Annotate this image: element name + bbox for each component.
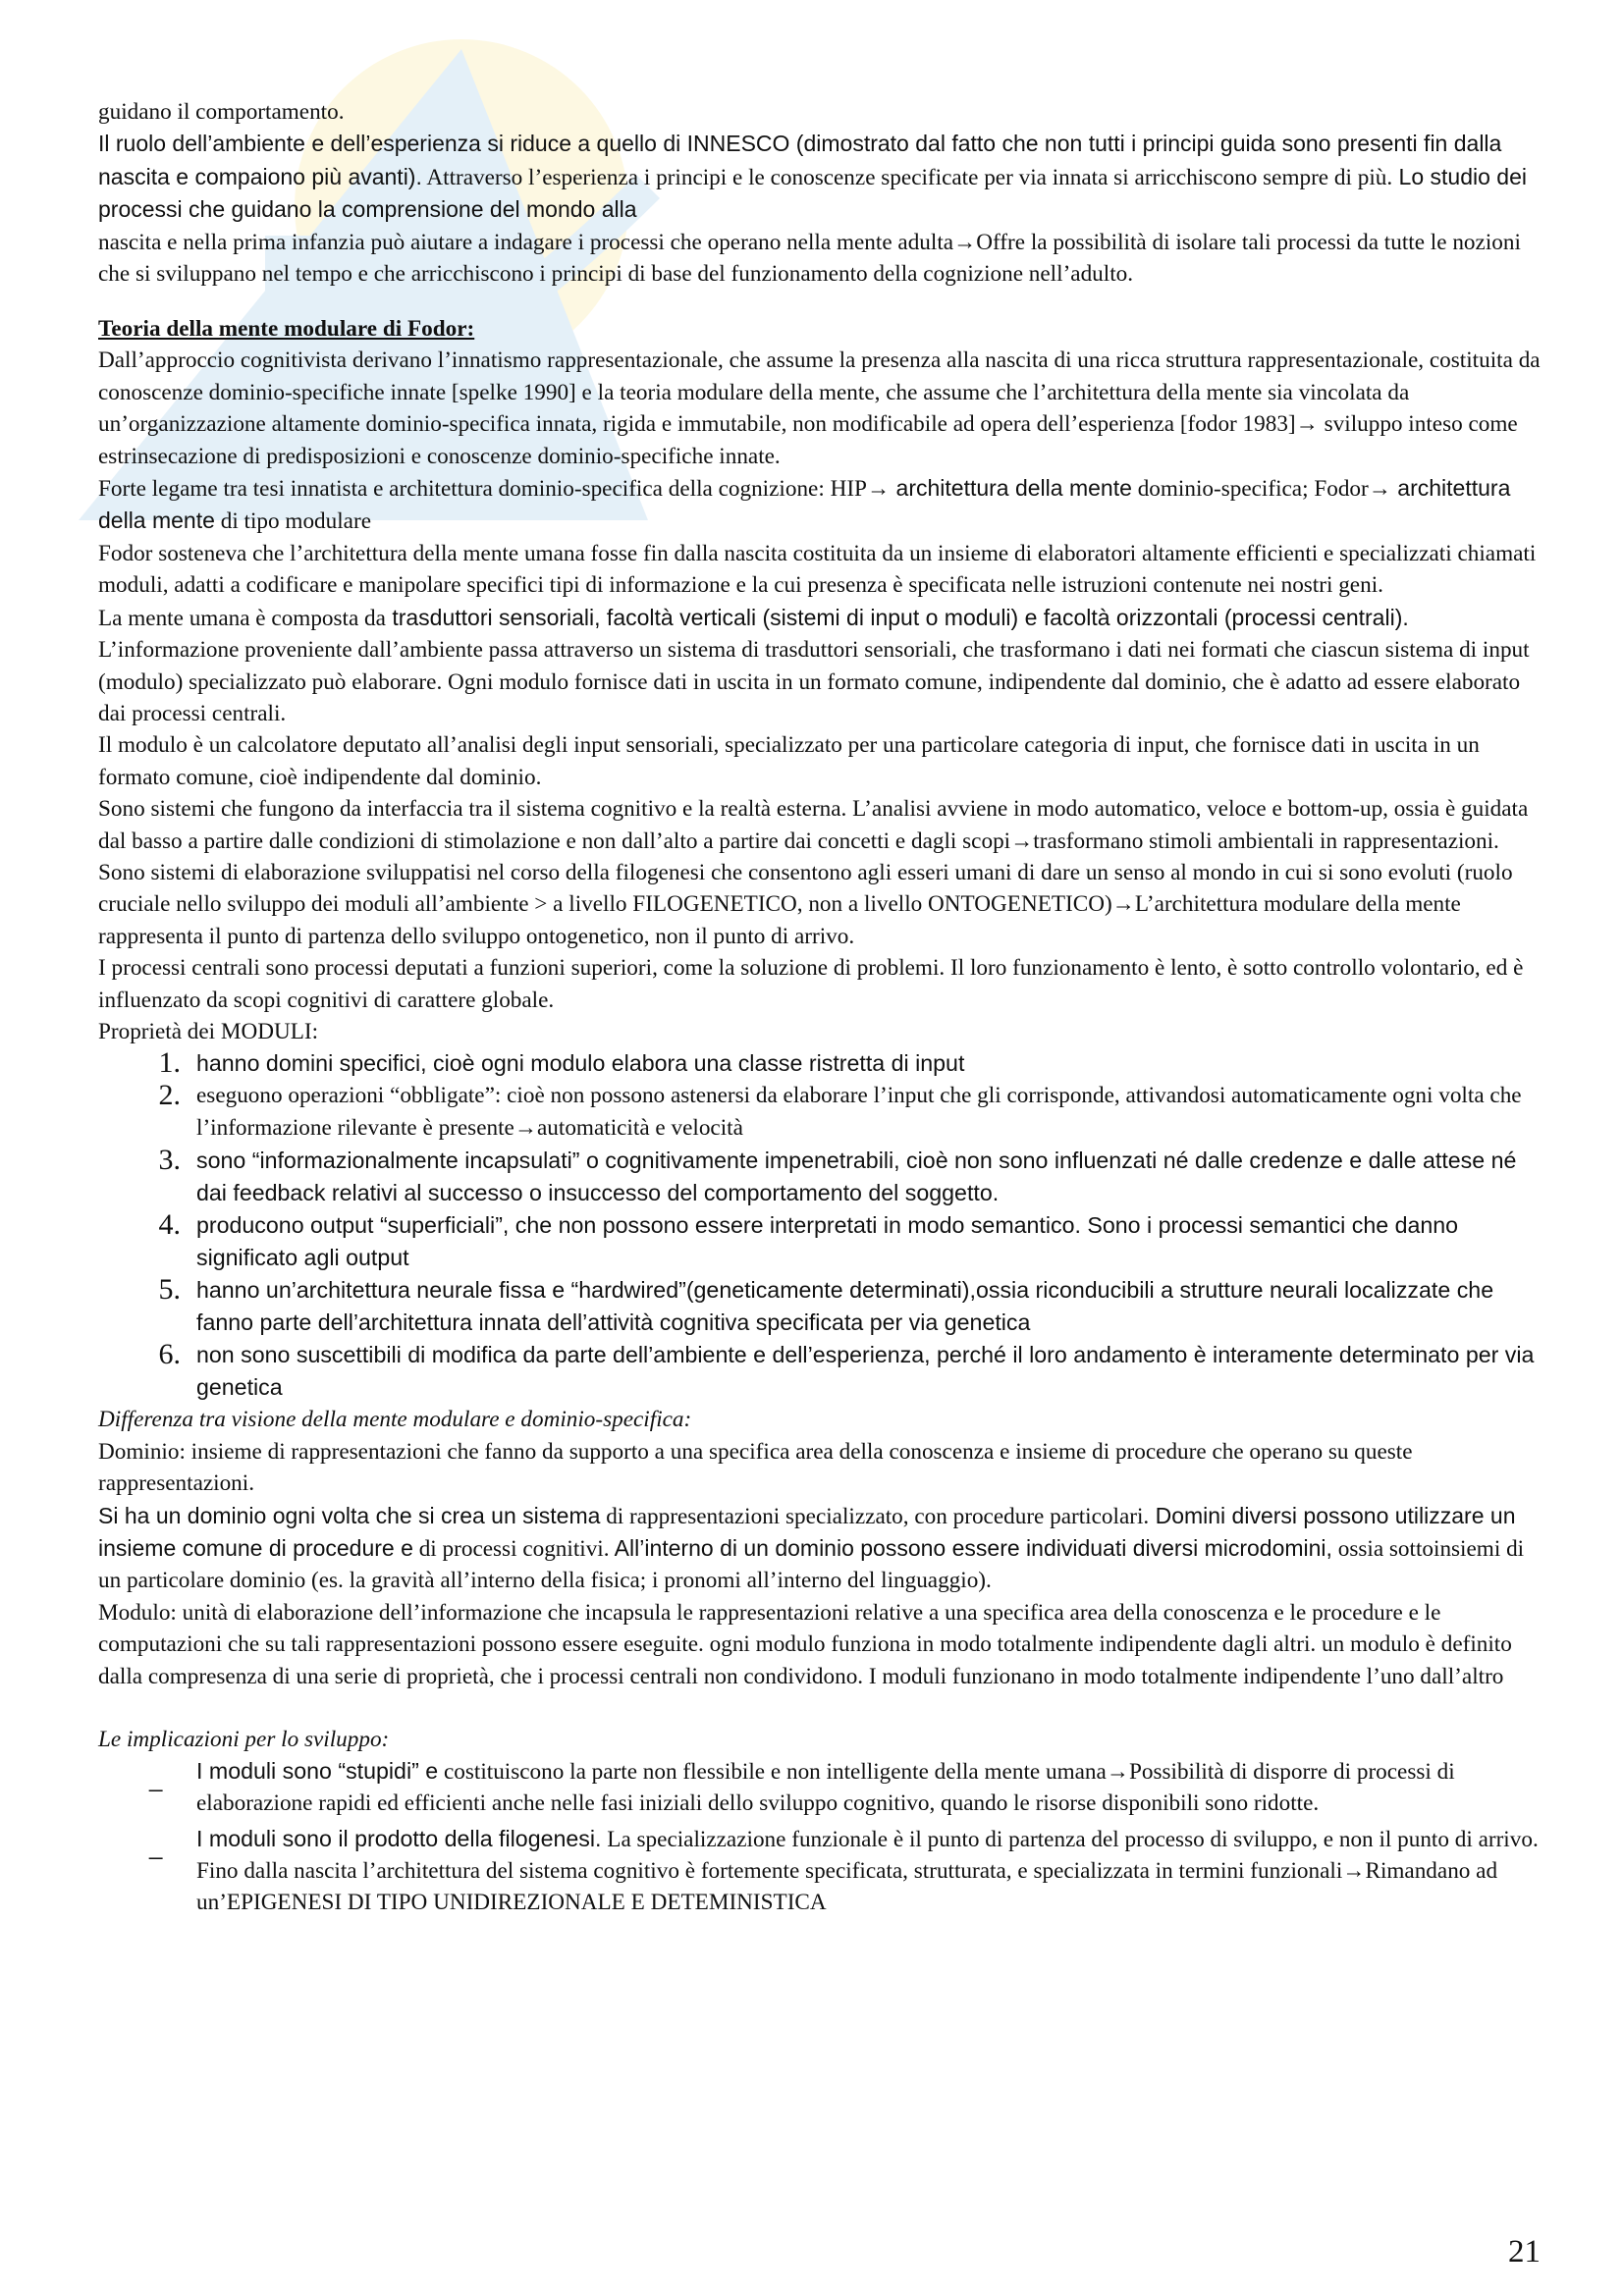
list-text: hanno domini specifici, cioè ogni modulo elabora una classe ristretta di input xyxy=(196,1050,965,1077)
list-text: non sono suscettibili di modifica da parte dell’ambiente e dell’esperienza, perché il loro andamento è interamente determinato per via genetica xyxy=(196,1342,1535,1401)
difference-paragraph-1: Dominio: insieme di rappresentazioni che fanno da supporto a una specifica area della conoscenza e insieme di procedure che operano su queste rappresentazioni. xyxy=(98,1438,1413,1497)
fodor-p2-d: architettura della mente xyxy=(98,475,1511,534)
list-number: 4. xyxy=(158,1208,181,1242)
difference-p2-f: ossia sottoinsiemi di un particolare dominio (es. la gravità all’interno della fisica; i pronomi all’interno del linguaggio). xyxy=(98,1536,1525,1594)
list-item xyxy=(98,1755,1542,1819)
implication-sans-text: I moduli sono il prodotto della filogenesi. xyxy=(196,1826,602,1852)
fodor-paragraph-2 xyxy=(98,472,1542,538)
properties-list xyxy=(98,1047,1542,1404)
difference-paragraph-2 xyxy=(98,1500,1542,1597)
section-heading-fodor: Teoria della mente modulare di Fodor: xyxy=(98,316,475,343)
intro-paragraph xyxy=(98,128,1542,290)
list-text xyxy=(196,1755,1542,1819)
fodor-paragraph-6: Sono sistemi che fungono da interfaccia tra il sistema cognitivo e la realtà esterna. L’analisi avviene in modo automatico, veloce e bottom-up, ossia è guidata dal basso a partire dalle condizioni di stimolazione e non dall’alto a partire dai concetti e dagli scopi→trasformano stimoli ambientali in rappresentazioni. Sono sistemi di elaborazione sviluppatisi nel corso della filogenesi che consentono agli esseri umani di dare un senso al mondo in cui si sono evoluti (ruolo cruciale nello sviluppo dei moduli all’ambiente > a livello FILOGENETICO, non a livello ONTOGENETICO)→L’architettura modulare della mente rappresenta il punto di partenza dello sviluppo ontogenetico, non il punto di arrivo. xyxy=(98,796,1529,949)
difference-p2-d: di processi cognitivi. xyxy=(412,1536,610,1562)
fodor-p2-e: di tipo modulare xyxy=(214,508,371,535)
difference-p2-a: Si ha un dominio ogni volta che si crea un sistema xyxy=(98,1502,601,1528)
list-item xyxy=(98,1274,1542,1339)
intro-serif-text-2: nascita e nella prima infanzia può aiutare a indagare i processi che operano nella mente adulta→Offre la possibilità di isolare tali processi da tutte le nozioni che si sviluppano nel tempo e che arricchiscono i principi di base del funzionamento della cognizione nell’adulto. xyxy=(98,229,1521,288)
list-item xyxy=(98,1209,1542,1274)
page-content xyxy=(98,96,1542,1922)
list-number: 5. xyxy=(158,1273,181,1307)
implications-title: Le implicazioni per lo sviluppo: xyxy=(98,1727,390,1753)
implication-sans-text: I moduli sono “stupidi” e xyxy=(196,1758,439,1785)
fodor-p2-a: Forte legame tra tesi innatista e architettura dominio-specifica della cognizione: HIP→ xyxy=(98,476,891,503)
fodor-paragraph-3: Fodor sosteneva che l’architettura della mente umana fosse fin dalla nascita costituita da un insieme di elaboratori altamente efficienti e specializzati chiamati moduli, adatti a codificare e manipolare specifici tipi di informazione e la cui presenza è specificata nelle istruzioni contenute nei nostri geni. xyxy=(98,540,1537,599)
list-text: producono output “superficiali”, che non possono essere interpretati in modo semantico. Sono i processi semantici che danno significato agli output xyxy=(196,1212,1459,1271)
difference-p2-c: Domini diversi possono utilizzare un insieme comune di procedure e xyxy=(98,1502,1516,1561)
fodor-p4-c: L’informazione proveniente dall’ambiente passa attraverso un sistema di trasduttori sensoriali, che trasformano i dati nei formati che ciascun sistema di input (modulo) specializzato può elaborare. Ogni modulo fornisce dati in uscita in un formato comune, indipendente dal dominio, che è adatto ad essere elaborato dai processi centrali. xyxy=(98,637,1530,726)
list-text: eseguono operazioni “obbligate”: cioè non possono astenersi da elaborare l’input che gli corrisponde, attivandosi automaticamente ogni volta che l’informazione rilevante è presente→automaticità e velocità xyxy=(196,1083,1522,1142)
difference-paragraph-3: Modulo: unità di elaborazione dell’informazione che incapsula le rappresentazioni relative a una specifica area della conoscenza e le procedure e le computazioni che su tali rappresentazioni possono essere eseguite. ogni modulo funziona in modo totalmente indipendente dagli altri. un modulo è definito dalla compresenza di una serie di proprietà, che i processi centrali non condividono. I moduli funzionano in modo totalmente indipendente l’uno dall’altro xyxy=(98,1599,1512,1689)
list-number: 3. xyxy=(158,1144,181,1177)
list-number: 6. xyxy=(158,1338,181,1371)
difference-p2-e: All’interno di un dominio possono essere individuati diversi microdomini, xyxy=(609,1535,1332,1561)
list-number: 1. xyxy=(158,1046,181,1080)
intro-sans-text: Il ruolo dell’ambiente e dell’esperienza si riduce a quello di INNESCO (dimostrato dal fatto che non tutti i principi guida sono presenti fin dalla nascita e compaiono più avanti). xyxy=(98,131,1502,189)
fodor-p4-b: trasduttori sensoriali, facoltà verticali (sistemi di input o moduli) e facoltà orizzontali (processi centrali). xyxy=(385,604,1409,630)
dash-bullet: _ xyxy=(149,1834,163,1861)
properties-title: Proprietà dei MODULI: xyxy=(98,1018,319,1044)
list-item xyxy=(98,1145,1542,1209)
difference-title: Differenza tra visione della mente modulare e dominio-specifica: xyxy=(98,1407,692,1433)
page-number: 21 xyxy=(1508,2234,1541,2269)
fodor-paragraph-4 xyxy=(98,602,1542,730)
fodor-p4-a: La mente umana è composta da xyxy=(98,605,386,631)
list-text: sono “informazionalmente incapsulati” o cognitivamente impenetrabili, cioè non sono influenzati né dalle credenze e dalle attese né dai feedback relativi al successo o insuccesso del comportamento del soggetto. xyxy=(196,1148,1517,1206)
implication-serif-text: La specializzazione funzionale è il punto di partenza del processo di sviluppo, e non il punto di arrivo. Fino dalla nascita l’architettura del sistema cognitivo è fortemente specificata, strutturata, e specializzata in termini funzionali→Rimandano ad un’EPIGENESI DI TIPO UNIDIREZIONALE E DETEMINISTICA xyxy=(196,1827,1539,1916)
fodor-p2-b: architettura della mente xyxy=(890,475,1132,502)
difference-p2-b: di rappresentazioni specializzato, con procedure particolari. xyxy=(600,1503,1150,1529)
list-item xyxy=(98,1080,1542,1145)
list-number: 2. xyxy=(158,1079,181,1112)
dash-bullet: _ xyxy=(149,1766,163,1793)
intro-sans-text-2: Lo studio dei processi che guidano la comprensione del mondo alla xyxy=(98,163,1527,223)
list-text xyxy=(196,1823,1542,1918)
fodor-paragraph-7: I processi centrali sono processi deputati a funzioni superiori, come la soluzione di problemi. Il loro funzionamento è lento, è sotto controllo volontario, ed è influenzato da scopi cognitivi di carattere globale. xyxy=(98,955,1524,1013)
list-item xyxy=(98,1823,1542,1918)
list-item xyxy=(98,1047,1542,1080)
list-text: hanno un’architettura neurale fissa e “hardwired”(geneticamente determinati),ossia riconducibili a strutture neurali localizzate che fanno parte dell’architettura innata dell’attività cognitiva specificata per via genetica xyxy=(196,1277,1494,1336)
fodor-p2-c: dominio-specifica; Fodor→ xyxy=(1131,476,1391,503)
list-item xyxy=(98,1339,1542,1404)
implication-serif-text: costituiscono la parte non flessibile e non intelligente della mente umana→Possibilità di disporre di processi di elaborazione rapidi ed efficienti anche nelle fasi iniziali dello sviluppo cognitivo, quando le risorse disponibili sono ridotte. xyxy=(196,1759,1455,1817)
fodor-paragraph-5: Il modulo è un calcolatore deputato all’analisi degli input sensoriali, specializzato per una particolare categoria di input, che fornisce dati in uscita in un formato comune, cioè indipendente dal dominio. xyxy=(98,732,1480,790)
implications-list xyxy=(98,1755,1542,1918)
intro-line: guidano il comportamento. xyxy=(98,99,345,125)
intro-serif-text: Attraverso l’esperienza i principi e le conoscenze specificate per via innata si arricchiscono sempre di più. xyxy=(421,164,1393,190)
fodor-paragraph-1: Dall’approccio cognitivista derivano l’innatismo rappresentazionale, che assume la presenza alla nascita di una ricca struttura rappresentazionale, costituita da conoscenze dominio-specifiche innate [spelke 1990] e la teoria modulare della mente, che assume che l’architettura della mente sia vincolata da un’organizzazione altamente dominio-specifica innata, rigida e immutabile, non modificabile ad opera dell’esperienza [fodor 1983]→ sviluppo inteso come estrinsecazione di predisposizioni e conoscenze dominio-specifiche innate. xyxy=(98,347,1541,469)
